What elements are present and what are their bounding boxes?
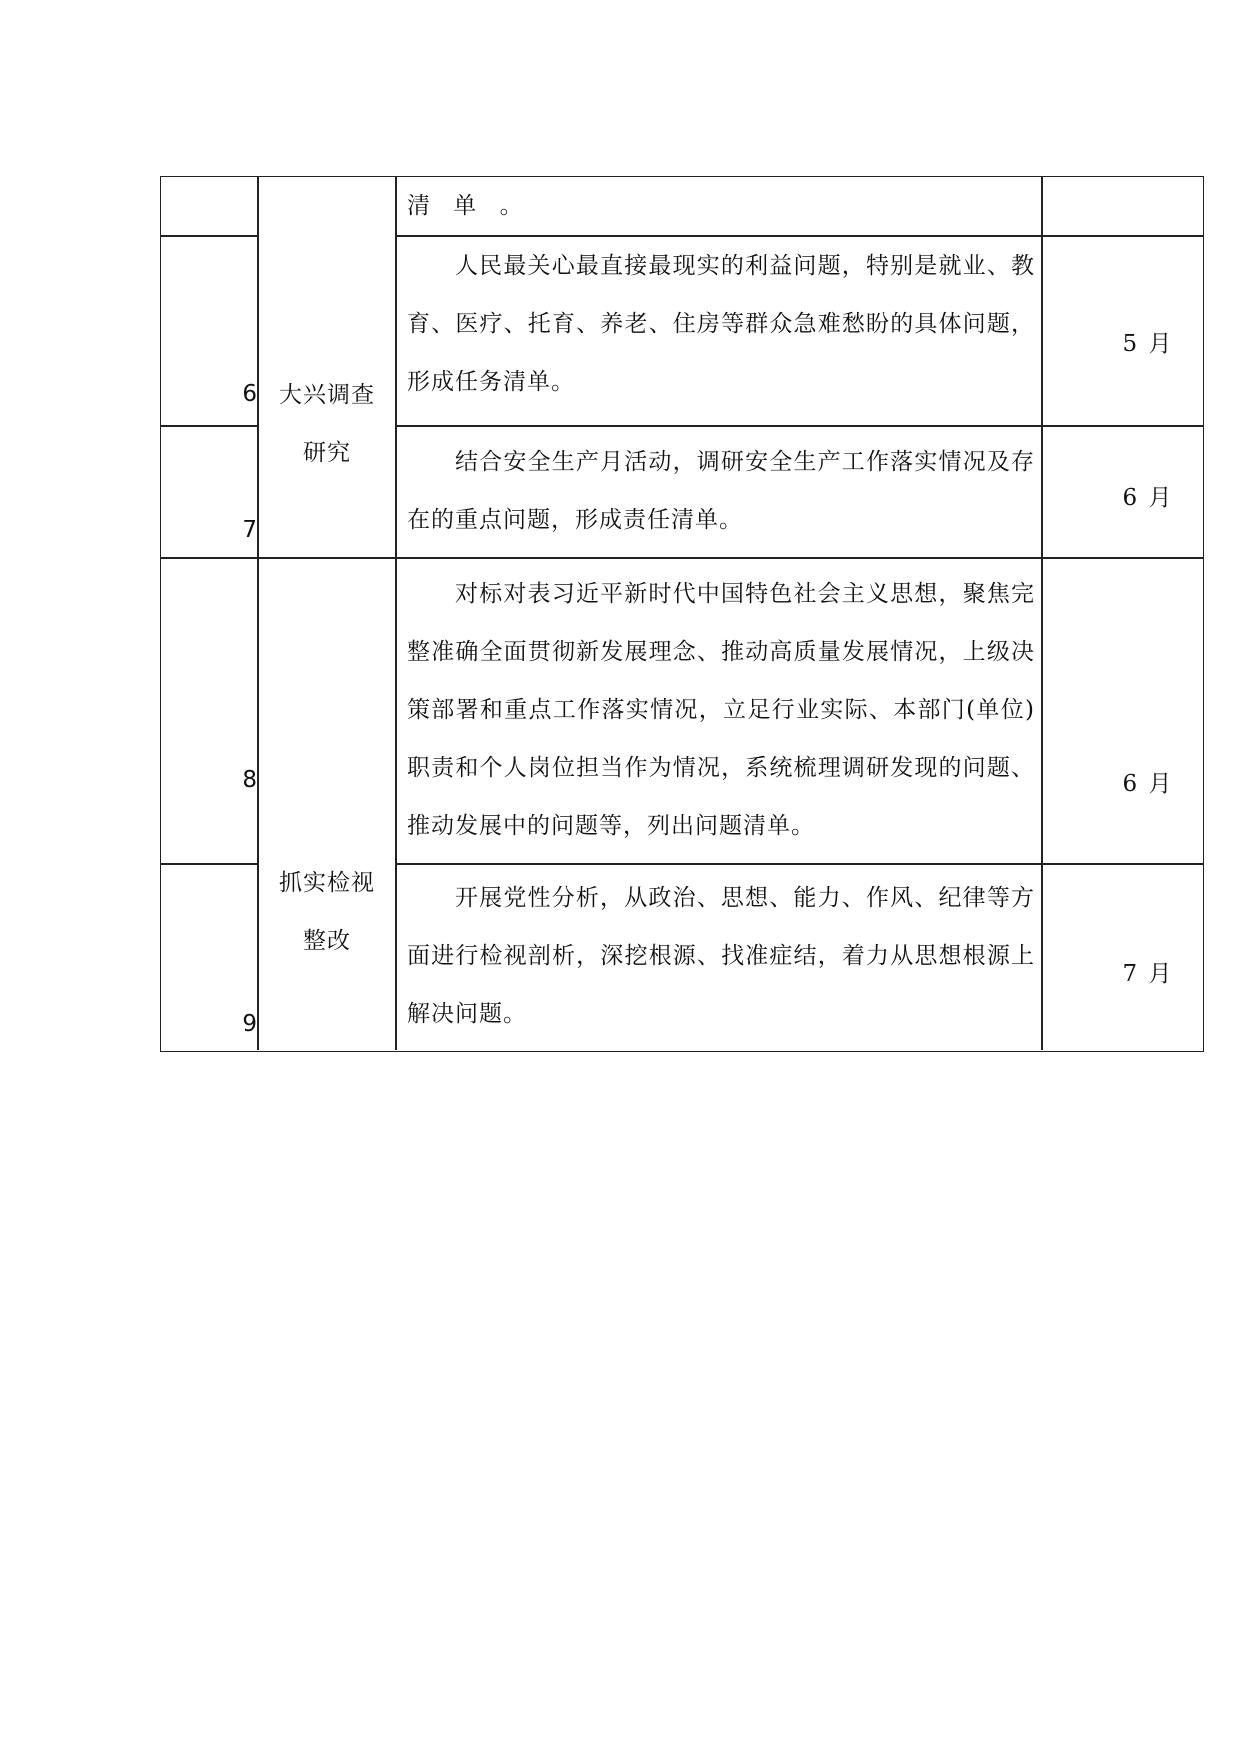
- row-description: 人民最关心最直接最现实的利益问题，特别是就业、教育、医疗、托育、养老、住房等群众急难愁盼的具体问题，形成任务清单。: [407, 253, 1035, 395]
- category-line: 大兴调查: [279, 382, 375, 408]
- row-divider: [395, 425, 1203, 427]
- row-number: 6: [242, 381, 257, 407]
- row-month: 5 月: [1122, 331, 1174, 357]
- category-line: 整改: [303, 928, 351, 954]
- row-number: 7: [242, 517, 257, 543]
- row-number: 8: [242, 767, 257, 793]
- category-line: 抓实检视: [279, 870, 375, 896]
- row-month: 7 月: [1122, 961, 1174, 987]
- category-line: 研究: [303, 440, 351, 466]
- row-description: 开展党性分析，从政治、思想、能力、作风、纪律等方面进行检视剖析，深挖根源、找准症结，着力从思想根源上解决问题。: [407, 885, 1035, 1027]
- row-number: 9: [242, 1011, 257, 1037]
- column-divider: [1041, 177, 1043, 1050]
- row-divider: [161, 235, 257, 237]
- category-label: [258, 366, 396, 482]
- row-divider: [161, 557, 1203, 559]
- continuation-text: 清 单 。: [407, 193, 531, 219]
- task-table: [160, 176, 1204, 1052]
- row-description: 对标对表习近平新时代中国特色社会主义思想，聚焦完整准确全面贯彻新发展理念、推动高质量发展情况，上级决策部署和重点工作落实情况，立足行业实际、本部门(单位)职责和个人岗位担当作为情况，系统梳理调研发现的问题、推动发展中的问题等，列出问题清单。: [407, 581, 1035, 839]
- row-description: 结合安全生产月活动，调研安全生产工作落实情况及存在的重点问题，形成责任清单。: [407, 449, 1035, 533]
- row-month: 6 月: [1122, 771, 1174, 797]
- row-divider: [161, 425, 257, 427]
- category-label: [258, 854, 396, 970]
- row-divider: [161, 863, 257, 865]
- row-month: 6 月: [1122, 485, 1174, 511]
- row-divider: [395, 863, 1203, 865]
